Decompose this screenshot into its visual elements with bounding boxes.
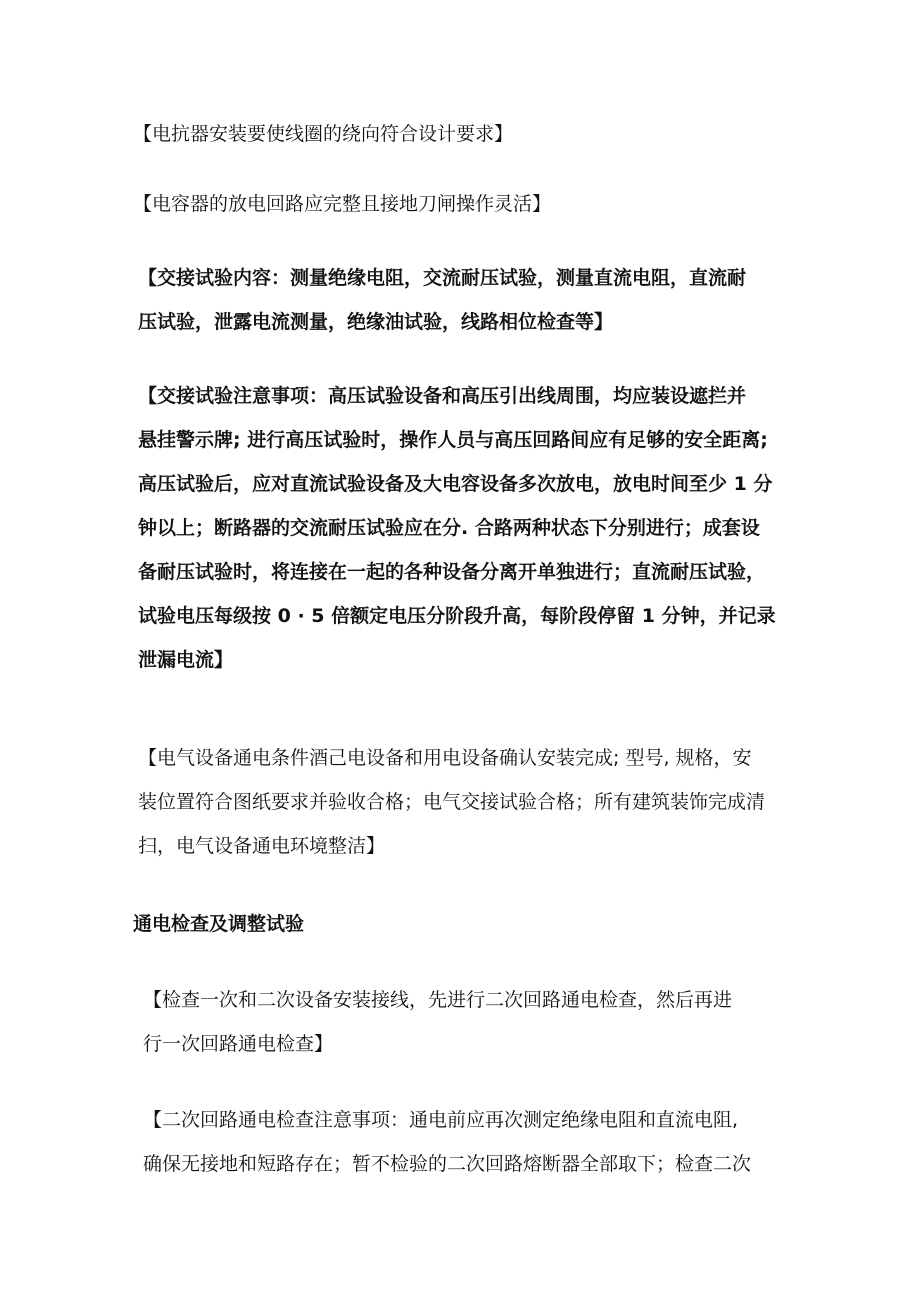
text-line: 扫，电气设备通电环境整洁】 [138,835,386,857]
heading-text: 通电检查及调整试验 [133,913,305,935]
text-line: 钟以上；断路器的交流耐压试验应在分. 合路两种状态下分别进行；成套设 [138,517,760,539]
text-line: 高压试验后，应对直流试验设备及大电容设备多次放电，放电时间至少 1 分 [138,473,773,495]
text-line: 【二次回路通电检查注意事项：通电前应再次测定绝缘电阻和直流电阻, [143,1109,739,1131]
text-line: 【电抗器安装要使线圈的绕向符合设计要求】 [133,123,514,145]
paragraph-power-on-inspection [143,978,823,1066]
paragraph-reactor-installation [133,112,813,156]
paragraph-handover-test-notes [138,374,818,682]
text-line: 装位置符合图纸要求并验收合格；电气交接试验合格；所有建筑装饰完成清 [138,791,766,813]
paragraph-secondary-circuit-notes [143,1098,823,1186]
text-line: 泄漏电流】 [138,649,234,671]
text-line: 【检查一次和二次设备安装接线，先进行二次回路通电检查，然后再进 [143,989,733,1011]
text-line: 试验电压每级按 0 · 5 倍额定电压分阶段升高，每阶段停留 1 分钟，并记录 [138,605,776,627]
paragraph-power-on-conditions [138,736,818,868]
text-line: 【交接试验注意事项：高压试验设备和高压引出线周围，均应装设遮拦并 [138,385,747,407]
paragraph-capacitor-discharge [133,182,813,226]
section-heading [133,902,813,946]
text-line: 悬挂警示牌; 进行高压试验时，操作人员与高压回路间应有足够的安全距离; [138,429,768,451]
text-line: 行一次回路通电检查】 [143,1033,334,1055]
paragraph-handover-test-content [138,256,818,344]
text-line: 确保无接地和短路存在；暂不检验的二次回路熔断器全部取下；检查二次 [143,1153,752,1175]
text-line: 【电容器的放电回路应完整且接地刀闸操作灵活】 [133,193,552,215]
text-line: 【电气设备通电条件酒己电设备和用电设备确认安装完成; 型号, 规格，安 [138,747,752,769]
text-line: 【交接试验内容：测量绝缘电阻，交流耐压试验，测量直流电阻，直流耐 [138,267,747,289]
text-line: 备耐压试验时，将连接在一起的各种设备分离开单独进行；直流耐压试验， [138,561,766,583]
text-line: 压试验，泄露电流测量，绝缘油试验，线路相位检查等】 [138,311,614,333]
